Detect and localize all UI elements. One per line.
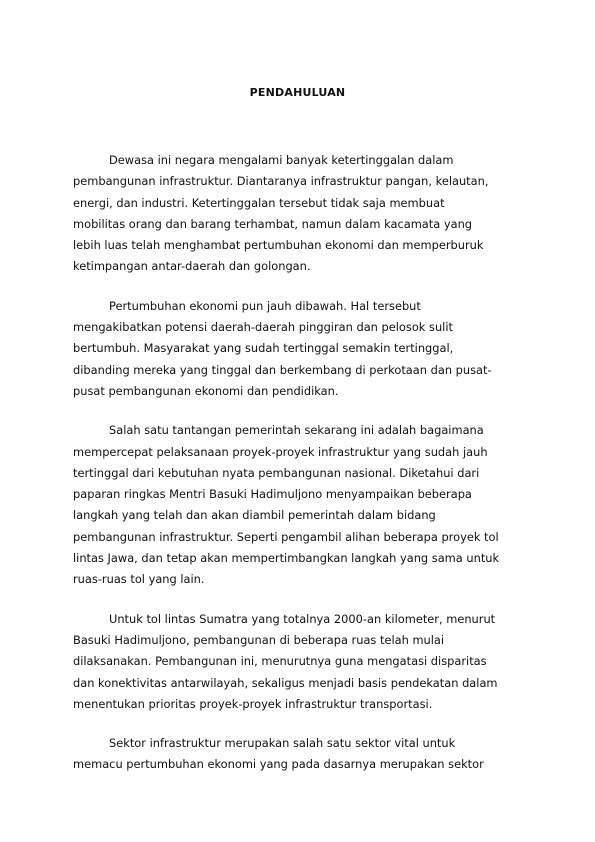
paragraph-line: tertinggal dari kebutuhan nyata pembangunan nasional. Diketahui dari — [73, 465, 480, 480]
paragraph-line: Salah satu tantangan pemerintah sekarang ini adalah bagaimana — [109, 423, 484, 438]
paragraph-line: lebih luas telah menghambat pertumbuhan ekonomi dan memperburuk — [73, 238, 484, 253]
paragraph-line: paparan ringkas Mentri Basuki Hadimuljono menyampaikan beberapa — [73, 487, 472, 502]
paragraph-line: dilaksanakan. Pembangunan ini, menurutnya guna mengatasi disparitas — [73, 654, 487, 669]
paragraph-line: pembangunan infrastruktur. Diantaranya infrastruktur pangan, kelautan, — [73, 174, 489, 189]
paragraph-line: mengakibatkan potensi daerah-daerah pinggiran dan pelosok sulit — [73, 320, 453, 335]
paragraph-line: memacu pertumbuhan ekonomi yang pada dasarnya merupakan sektor — [73, 757, 484, 772]
paragraph-line: ruas-ruas tol yang lain. — [73, 572, 205, 587]
paragraph-line: bertumbuh. Masyarakat yang sudah tertinggal semakin tertinggal, — [73, 341, 454, 356]
paragraph-line: Pertumbuhan ekonomi pun jauh dibawah. Hal tersebut — [109, 298, 421, 313]
paragraph-line: dibanding mereka yang tinggal dan berkembang di perkotaan dan pusat- — [73, 362, 492, 377]
paragraph-4 — [73, 609, 523, 715]
paragraph-line: lintas Jawa, dan tetap akan mempertimbangkan langkah yang sama untuk — [73, 551, 500, 566]
paragraph-line: ketimpangan antar-daerah dan golongan. — [73, 259, 311, 274]
paragraph-5 — [73, 733, 523, 776]
document-body — [73, 150, 523, 794]
paragraph-line: Basuki Hadimuljono, pembangunan di beberapa ruas telah mulai — [73, 632, 445, 647]
paragraph-line: Sektor infrastruktur merupakan salah satu sektor vital untuk — [109, 736, 456, 751]
page-title: PENDAHULUAN — [249, 86, 346, 99]
paragraph-line: pusat pembangunan ekonomi dan pendidikan. — [73, 383, 339, 398]
paragraph-line: pembangunan infrastruktur. Seperti pengambil alihan beberapa proyek tol — [73, 529, 499, 544]
paragraph-line: Dewasa ini negara mengalami banyak ketertinggalan dalam — [109, 153, 454, 167]
paragraph-2 — [73, 296, 523, 402]
paragraph-1 — [73, 150, 523, 278]
paragraph-line: dan konektivitas antarwilayah, sekaligus menjadi basis pendekatan dalam — [73, 675, 498, 690]
paragraph-line: menentukan prioritas proyek-proyek infrastruktur transportasi. — [73, 696, 433, 711]
paragraph-line: mobilitas orang dan barang terhambat, namun dalam kacamata yang — [73, 216, 473, 231]
paragraph-3 — [73, 420, 523, 590]
paragraph-line: Untuk tol lintas Sumatra yang totalnya 2000-an kilometer, menurut — [109, 611, 496, 626]
paragraph-line: mempercepat pelaksanaan proyek-proyek infrastruktur yang sudah jauh — [73, 444, 488, 459]
paragraph-line: energi, dan industri. Ketertinggalan tersebut tidak saja membuat — [73, 195, 445, 210]
paragraph-line: langkah yang telah dan akan diambil pemerintah dalam bidang — [73, 508, 436, 523]
